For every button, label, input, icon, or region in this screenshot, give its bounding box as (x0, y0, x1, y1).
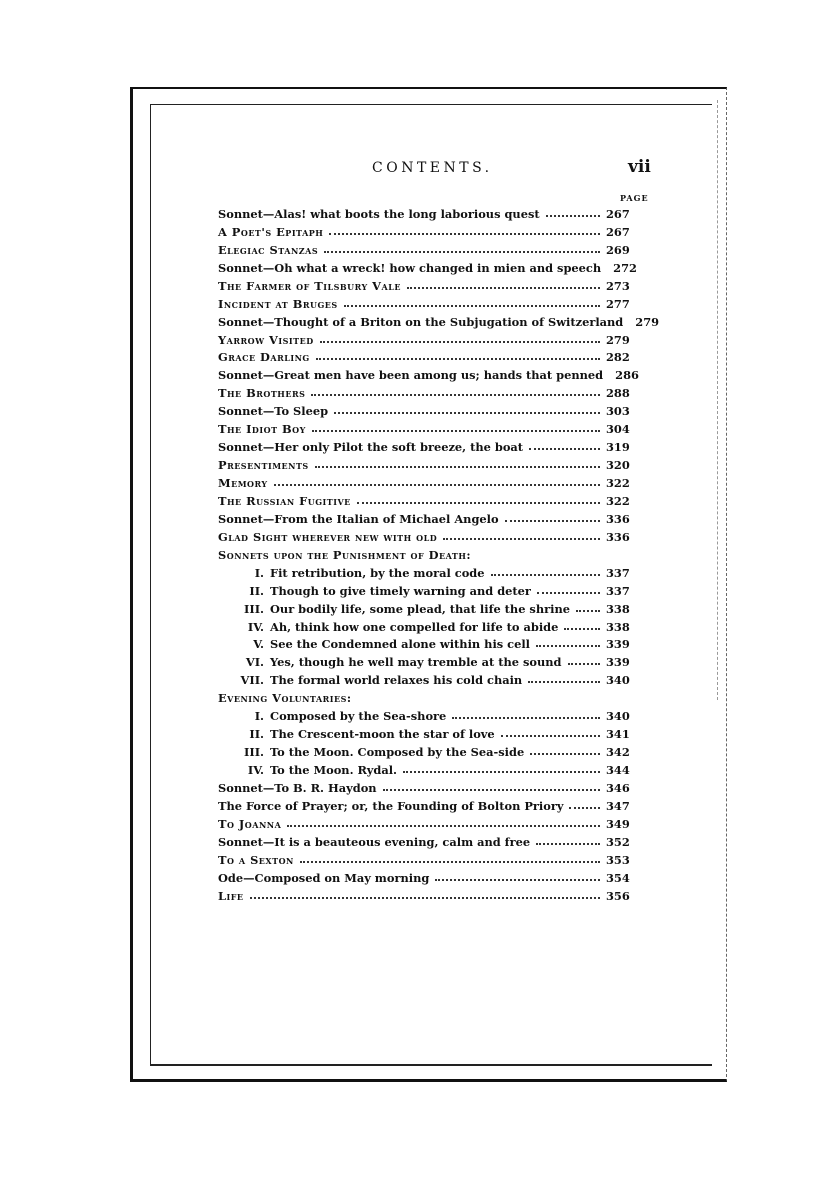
entry-title-text: Composed by the Sea-shore (270, 709, 447, 724)
entry-title (218, 566, 485, 580)
entry-title-text: Sonnets upon the Punishment of Death: (218, 547, 472, 562)
entry-page-number: 336 (606, 511, 630, 526)
entry-page-number: 354 (606, 870, 630, 885)
entry-page-number: 353 (606, 852, 630, 867)
dot-leader (324, 251, 600, 253)
contents-entry (218, 331, 628, 349)
entry-title-text: Memory (218, 476, 268, 491)
entry-title (218, 799, 563, 813)
entry-title (218, 494, 351, 508)
contents-entry (218, 618, 628, 636)
entry-title-text: The Force of Prayer; or, the Founding of Bolton Priory (218, 798, 564, 813)
entry-title (218, 386, 305, 400)
dot-leader (320, 341, 600, 343)
contents-entry (218, 761, 628, 779)
entry-title-text: See the Condemned alone within his cell (270, 637, 530, 652)
roman-numeral: II. (249, 583, 264, 598)
entry-page-number: 338 (606, 619, 630, 634)
dot-leader (452, 717, 600, 719)
entry-title (218, 691, 352, 705)
dot-leader (564, 628, 600, 630)
contents-entry (218, 833, 628, 851)
contents-entry (218, 851, 628, 869)
contents-entry (218, 707, 628, 725)
running-title: CONTENTS. (372, 160, 493, 176)
dot-leader (403, 771, 600, 773)
entry-title (218, 745, 524, 759)
contents-entry (218, 366, 639, 384)
entry-title (218, 727, 495, 741)
entry-title-text: To Joanna (218, 816, 282, 831)
entry-title-text: Yarrow Visited (218, 332, 314, 347)
entry-page-number: 277 (606, 296, 630, 311)
entry-title (218, 368, 603, 382)
entry-title (218, 207, 540, 221)
entry-page-number: 267 (606, 224, 630, 239)
dot-leader (407, 287, 600, 289)
entry-title (218, 853, 294, 867)
entry-title (218, 835, 530, 849)
contents-entry (218, 887, 628, 905)
dot-leader (530, 753, 600, 755)
contents-entry (218, 420, 628, 438)
entry-page-number: 347 (606, 798, 630, 813)
dot-leader (576, 610, 600, 612)
dot-leader (329, 233, 600, 235)
contents-entry (218, 869, 628, 887)
entry-title-text: Sonnet—Great men have been among us; hands that penned (218, 368, 604, 383)
dot-leader (316, 358, 600, 360)
entry-title-text: The Idiot Boy (218, 422, 306, 437)
contents-entry (218, 636, 628, 654)
entry-page-number: 336 (606, 529, 630, 544)
entry-page-number: 338 (606, 601, 630, 616)
entry-title-text: The formal world relaxes his cold chain (270, 673, 523, 688)
entry-title-text: Ah, think how one compelled for life to abide (270, 619, 559, 634)
entry-page-number: 339 (606, 637, 630, 652)
roman-numeral: I. (254, 565, 264, 580)
entry-title (218, 315, 623, 329)
entry-page-number: 272 (613, 260, 637, 275)
entry-title-text: Yes, though he well may tremble at the sound (270, 655, 562, 670)
contents-entry (218, 564, 628, 582)
contents-entry (218, 313, 660, 331)
dot-leader (287, 825, 600, 827)
entry-title (218, 781, 377, 795)
roman-numeral: IV. (247, 619, 264, 634)
contents-entry (218, 797, 628, 815)
dot-leader (311, 394, 600, 396)
entry-title-text: Sonnet—To Sleep (218, 404, 329, 419)
entry-page-number: 279 (606, 332, 630, 347)
entry-title-text: To a Sexton (218, 852, 294, 867)
entry-title (218, 297, 338, 311)
entry-page-number: 344 (606, 763, 630, 778)
entry-page-number: 340 (606, 673, 630, 688)
entry-page-number: 337 (606, 583, 630, 598)
contents-entry (218, 510, 628, 528)
entry-title-text: A Poet's Epitaph (218, 224, 324, 239)
contents-entry (218, 474, 628, 492)
entry-title (218, 637, 530, 651)
entry-title (218, 279, 401, 293)
entry-title (218, 225, 323, 239)
contents-entry (218, 223, 628, 241)
entry-title-text: Sonnet—From the Italian of Michael Angelo (218, 511, 499, 526)
contents-entry (218, 671, 628, 689)
dot-leader (537, 592, 600, 594)
contents-entry (218, 492, 628, 510)
entry-title-text: Elegiac Stanzas (218, 242, 319, 257)
entry-page-number: 337 (606, 565, 630, 580)
contents-entry (218, 349, 628, 367)
contents-entry (218, 456, 628, 474)
entry-title-text: To the Moon. Composed by the Sea-side (270, 745, 525, 760)
roman-numeral: III. (244, 601, 264, 616)
dot-leader (568, 663, 600, 665)
entry-page-number: 340 (606, 709, 630, 724)
dot-leader (274, 484, 600, 486)
dot-leader (491, 574, 601, 576)
entry-page-number: 304 (606, 422, 630, 437)
entry-page-number: 282 (606, 350, 630, 365)
dot-leader (501, 735, 600, 737)
entry-page-number: 349 (606, 816, 630, 831)
entry-title-text: The Farmer of Tilsbury Vale (218, 278, 401, 293)
entry-title-text: Sonnet—Her only Pilot the soft breeze, the boat (218, 440, 524, 455)
entry-title (218, 709, 446, 723)
entry-page-number: 352 (606, 834, 630, 849)
entry-title (218, 476, 268, 490)
dot-leader (505, 520, 600, 522)
entry-title (218, 673, 522, 687)
section-heading (218, 689, 628, 707)
contents-entry (218, 600, 628, 618)
entry-page-number: 303 (606, 404, 630, 419)
entry-title-text: Evening Voluntaries: (218, 691, 352, 706)
page-column-label: PAGE (620, 193, 649, 203)
roman-numeral: I. (254, 709, 264, 724)
dot-leader (435, 879, 600, 881)
dot-leader (529, 448, 600, 450)
entry-title-text: Grace Darling (218, 350, 310, 365)
entry-page-number: 320 (606, 458, 630, 473)
entry-title-text: Life (218, 888, 244, 903)
dot-leader (315, 466, 600, 468)
entry-title (218, 602, 570, 616)
contents-entry (218, 205, 628, 223)
contents-entry (218, 384, 628, 402)
dot-leader (357, 502, 600, 504)
entry-title-text: Fit retribution, by the moral code (270, 565, 485, 580)
dot-leader (536, 843, 600, 845)
entry-page-number: 319 (606, 440, 630, 455)
entry-title (218, 512, 499, 526)
roman-numeral: V. (253, 637, 264, 652)
entry-page-number: 267 (606, 206, 630, 221)
entry-title (218, 620, 558, 634)
contents-entry (218, 725, 628, 743)
roman-numeral: VI. (245, 655, 264, 670)
entry-page-number: 342 (606, 745, 630, 760)
entry-page-number: 269 (606, 242, 630, 257)
entry-title-text: Sonnet—Thought of a Briton on the Subjugation of Switzerland (218, 314, 624, 329)
entry-title-text: Presentiments (218, 458, 309, 473)
contents-entry (218, 241, 628, 259)
entry-page-number: 356 (606, 888, 630, 903)
roman-numeral: II. (249, 727, 264, 742)
entry-page-number: 288 (606, 386, 630, 401)
entry-title (218, 530, 437, 544)
dot-leader (536, 645, 600, 647)
dot-leader (334, 412, 600, 414)
entry-page-number: 322 (606, 493, 630, 508)
entry-page-number: 341 (606, 727, 630, 742)
entry-title-text: The Brothers (218, 386, 306, 401)
entry-title-text: Though to give timely warning and deter (270, 583, 531, 598)
entry-page-number: 273 (606, 278, 630, 293)
page-numeral: vii (628, 157, 651, 177)
entry-title (218, 440, 523, 454)
entry-title (218, 817, 281, 831)
dot-leader (300, 861, 600, 863)
contents-entry (218, 277, 628, 295)
entry-title (218, 655, 562, 669)
dot-leader (443, 538, 600, 540)
contents-entry (218, 779, 628, 797)
entry-title-text: To the Moon. Rydal. (270, 763, 398, 778)
contents-entry (218, 295, 628, 313)
section-heading (218, 546, 628, 564)
entry-title (218, 422, 306, 436)
roman-numeral: VII. (240, 673, 264, 688)
entry-title (218, 404, 328, 418)
entry-page-number: 339 (606, 655, 630, 670)
entry-title-text: Ode—Composed on May morning (218, 870, 430, 885)
gutter-line (716, 100, 718, 700)
entry-title-text: Sonnet—To B. R. Haydon (218, 780, 377, 795)
contents-entry (218, 743, 628, 761)
entry-title-text: Incident at Bruges (218, 296, 338, 311)
entry-page-number: 286 (615, 368, 639, 383)
entry-title (218, 548, 471, 562)
dot-leader (569, 807, 600, 809)
entry-title (218, 243, 318, 257)
dot-leader (546, 215, 600, 217)
entry-title-text: The Crescent-moon the star of love (270, 727, 495, 742)
contents-entry (218, 582, 628, 600)
contents-entry (218, 653, 628, 671)
entry-title-text: Sonnet—Oh what a wreck! how changed in mien and speech (218, 260, 602, 275)
entry-title (218, 871, 429, 885)
entry-title (218, 584, 531, 598)
entry-title-text: Sonnet—It is a beauteous evening, calm and free (218, 834, 531, 849)
entry-title-text: Sonnet—Alas! what boots the long laborious quest (218, 206, 540, 221)
dot-leader (344, 305, 600, 307)
entry-title (218, 458, 309, 472)
entry-title (218, 261, 601, 275)
dot-leader (312, 430, 600, 432)
dot-leader (250, 897, 600, 899)
dot-leader (528, 681, 600, 683)
entry-title-text: Glad Sight wherever new with old (218, 529, 438, 544)
contents-entry (218, 815, 628, 833)
entry-title (218, 763, 397, 777)
contents-entry (218, 438, 628, 456)
entry-title (218, 889, 244, 903)
roman-numeral: III. (244, 745, 264, 760)
contents-entry (218, 528, 628, 546)
entry-title-text: The Russian Fugitive (218, 493, 351, 508)
entry-title (218, 350, 310, 364)
contents-entry (218, 259, 637, 277)
entry-page-number: 322 (606, 476, 630, 491)
dot-leader (383, 789, 600, 791)
entry-title-text: Our bodily life, some plead, that life the shrine (270, 601, 570, 616)
entry-page-number: 346 (606, 780, 630, 795)
entry-page-number: 279 (635, 314, 660, 329)
roman-numeral: IV. (247, 763, 264, 778)
entry-title (218, 333, 314, 347)
contents-list (218, 205, 660, 905)
contents-entry (218, 402, 628, 420)
